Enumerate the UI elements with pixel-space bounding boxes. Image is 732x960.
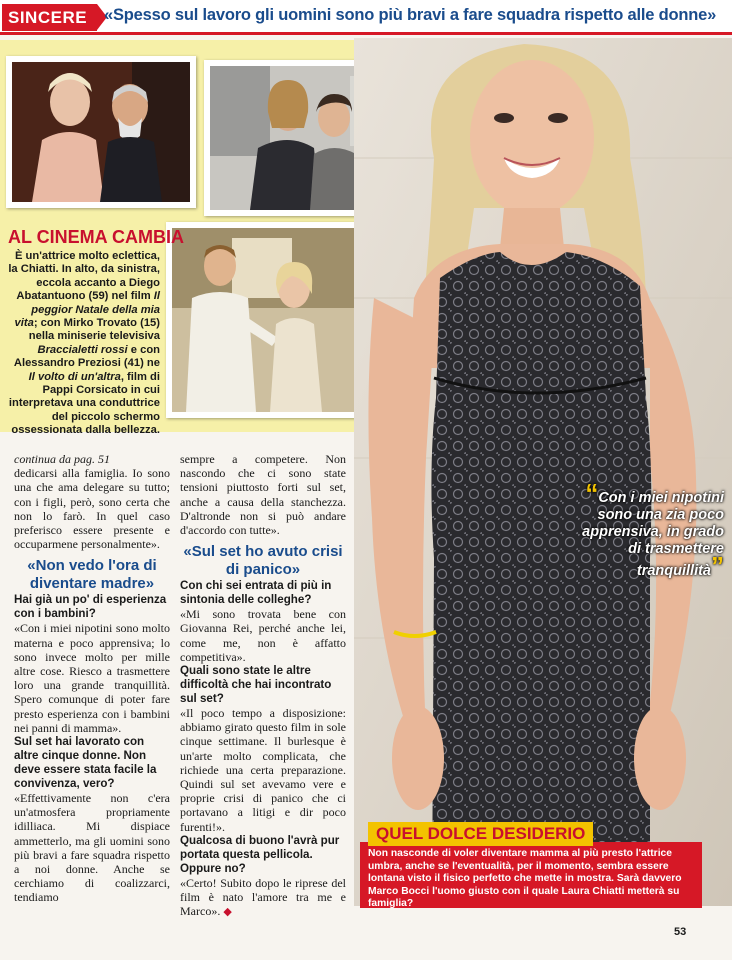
interview-question: Con chi sei entrata di più in sintonia delle colleghe?: [180, 579, 332, 607]
film-still-1-illustration: [12, 62, 190, 202]
caption-title: AL CINEMA CAMBIA: [8, 227, 184, 247]
interview-question: Hai già un po' di esperienza con i bambini?: [14, 593, 167, 621]
caption-film-title: Braccialetti rossi: [37, 343, 128, 356]
interview-question: Qualcosa di buono l'avrà pur portata questa pellicola. Oppure no?: [180, 833, 340, 875]
interview-question: Quali sono state le altre difficoltà che hai incontrato sul set?: [180, 664, 332, 706]
interview-answer: «Mi sono trovata bene con Giovanna Rei, perché anche lei, come me, non è affatto competitiva».: [180, 607, 346, 664]
caption-film-title: Il volto di un'altra: [28, 370, 121, 383]
end-mark: ◆: [223, 906, 232, 919]
caption-part: ; con Mirko Trovato (15) nella miniserie televisiva: [28, 317, 160, 343]
interview-answer: «Con i miei nipotini sono molto materna e poco apprensiva; lo sono invece molto per mille altre cose. Riesco a trasmettere loro una grande tranquillità. Spero comunque di poter fare presto esperienza con i bambini nei panni di mamma».: [14, 621, 170, 735]
caption-part: È un'attrice molto eclettica, la Chiatti. In alto, da sinistra, eccola accanto a Diego Abatantuono (59) nel film: [8, 250, 160, 303]
paragraph: dedicarsi alla famiglia. Io sono una che ama delegare su tutto; con i figli, però, sono certa che non lo farò. In quel caso preferisco essere presente e occuparmene personalmente».: [14, 466, 170, 552]
article-column-1: [14, 452, 170, 905]
subheading: «Sul set ho avuto crisi di panico»: [183, 543, 343, 579]
caption-film-title: Il peggior Natale della mia vita: [14, 290, 160, 330]
pull-quote-text: Con i miei nipotini sono una zia poco apprensiva, in grado di trasmettere tranquillità: [582, 490, 724, 579]
page-header: [0, 0, 732, 34]
header-rule: [0, 32, 732, 35]
interview-answer: «Effettivamente non c'era un'atmosfera propriamente idilliaca. Mi dispiace ammetterlo, ma gli uomini sono più bravi a fare squadra rispetto a noi donne. Anche se cerchiamo di coalizzarci, tendiamo: [14, 791, 170, 905]
caption-text: [8, 250, 160, 438]
continued-note: continua da pag. 51: [14, 452, 110, 466]
quote-close-mark: ”: [711, 551, 724, 581]
film-still-3-illustration: [172, 228, 356, 412]
sidebar-box-title: QUEL DOLCE DESIDERIO: [368, 822, 593, 846]
page-number: 53: [674, 926, 687, 938]
quote-open-mark: “: [585, 478, 599, 508]
answer-text: «Certo! Subito dopo le riprese del film è nato l'amore tra me e Marco».: [180, 875, 346, 919]
article-column-2: [180, 452, 346, 919]
pull-quote: [574, 478, 724, 581]
film-still-photo-1: [6, 56, 196, 208]
main-portrait-photo: [354, 38, 732, 906]
caption-part: e con Alessandro Preziosi (41) ne: [13, 343, 160, 370]
subheading: «Non vedo l'ora di diventare madre»: [27, 557, 157, 593]
interview-question: Sul set hai lavorato con altre cinque donne. Non deve essere stata facile la convivenza, vero?: [14, 735, 157, 791]
sidebar-box-text: Non nasconde di voler diventare mamma al più presto l'attrice umbra, anche se l'eventualità, per il momento, sembra essere lontana visto il fisico perfetto che mette in mostra. Sarà davvero Marco Bocci l'uomo giusto con il quale Laura Chiatti metterà su famiglia?: [368, 848, 682, 910]
paragraph: sempre a competere. Non nascondo che ci sono state tensioni piuttosto forti sul set, anche a causa della stanchezza. D'altronde non si può andare d'accordo con tutte».: [180, 452, 346, 538]
caption-part: , film di Pappi Corsicato in cui interpretava una conduttrice del piccolo schermo ossessionata dalla bellezza.: [8, 370, 160, 437]
interview-answer: «Il poco tempo a disposizione: abbiamo girato questo film in sole cinque settimane. Il burlesque è un'arte molto complicata, che richiede una certa preparazione. Quindi sul set avevamo vere e proprie crisi di panico che ci portavano a litigi e dir poco furenti!».: [180, 706, 346, 834]
page-headline: «Spesso sul lavoro gli uomini sono più bravi a fare squadra rispetto alle donne»: [104, 6, 717, 24]
interview-answer: [180, 876, 346, 920]
portrait-illustration: [354, 38, 732, 906]
section-tag: SINCERE: [2, 4, 97, 31]
film-still-photo-3: [166, 222, 362, 418]
